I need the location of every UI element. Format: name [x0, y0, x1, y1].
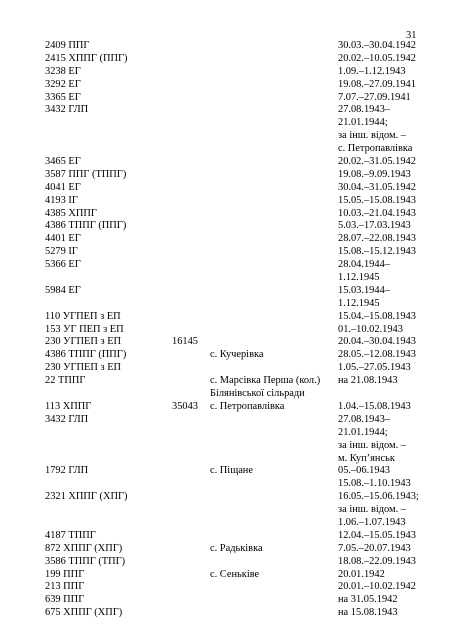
unit-cell: 153 УГ ПЕП з ЕП — [45, 323, 124, 335]
table-row — [0, 375, 453, 388]
dates-cell: 1.09.–1.12.1943 — [338, 65, 406, 77]
table-row — [0, 66, 453, 79]
dates-cell: 10.03.–21.04.1943 — [338, 207, 416, 219]
unit-cell: 3292 ЕГ — [45, 78, 81, 90]
table-row — [0, 117, 453, 130]
dates-cell: 16.05.–15.06.1943; — [338, 491, 419, 503]
dates-cell: 1.04.–15.08.1943 — [338, 400, 411, 412]
location-cell: с. Сеньківе — [210, 568, 260, 580]
table-row — [0, 401, 453, 414]
table-row — [0, 362, 453, 375]
dates-cell: 19.08.–27.09.1941 — [338, 78, 416, 90]
table-row — [0, 130, 453, 143]
table-row — [0, 156, 453, 169]
table-row — [0, 272, 453, 285]
unit-cell: 1792 ГЛП — [45, 465, 89, 477]
dates-cell: 5.03.–17.03.1943 — [338, 220, 411, 232]
dates-cell: 28.05.–12.08.1943 — [338, 349, 416, 361]
location-cell: Білянівської сільради — [210, 388, 305, 400]
unit-cell: 213 ППГ — [45, 581, 85, 593]
unit-cell: 4187 ТППГ — [45, 529, 96, 541]
dates-cell: 20.02.–10.05.1942 — [338, 52, 416, 64]
location-cell: с. Піщане — [210, 465, 253, 477]
dates-cell: на 15.08.1943 — [338, 607, 398, 619]
unit-cell: 3365 ЕГ — [45, 91, 81, 103]
unit-cell: 2321 ХППГ (ХПГ) — [45, 491, 128, 503]
unit-cell: 639 ППГ — [45, 594, 85, 606]
dates-cell: 7.05.–20.07.1943 — [338, 542, 411, 554]
table-row — [0, 427, 453, 440]
hospital-table — [0, 40, 453, 620]
unit-cell: 2409 ППГ — [45, 40, 90, 51]
dates-cell: 21.01.1944; — [338, 426, 388, 438]
dates-cell: 1.06.–1.07.1943 — [338, 516, 406, 528]
table-row — [0, 414, 453, 427]
dates-cell: за інш. відом. – — [338, 504, 407, 516]
dates-cell: 28.04.1944– — [338, 259, 390, 271]
unit-cell: 3587 ППГ (ТППГ) — [45, 168, 127, 180]
unit-cell: 199 ППГ — [45, 568, 85, 580]
table-row — [0, 453, 453, 466]
table-row — [0, 491, 453, 504]
table-row — [0, 336, 453, 349]
table-row — [0, 324, 453, 337]
dates-cell: 15.05.–15.08.1943 — [338, 194, 416, 206]
unit-cell: 675 ХППГ (ХПГ) — [45, 607, 123, 619]
dates-cell: м. Куп’янськ — [338, 452, 395, 464]
dates-cell: 30.03.–30.04.1942 — [338, 40, 416, 51]
dates-cell: 18.08.–22.09.1943 — [338, 555, 416, 567]
dates-cell: 28.07.–22.08.1943 — [338, 233, 416, 245]
table-row — [0, 104, 453, 117]
table-row — [0, 504, 453, 517]
table-row — [0, 298, 453, 311]
dates-cell: за інш. відом. – — [338, 439, 407, 451]
location-cell: с. Кучерівка — [210, 349, 264, 361]
dates-cell: 20.04.–30.04.1943 — [338, 336, 416, 348]
unit-cell: 4386 ТППГ (ППГ) — [45, 220, 127, 232]
dates-cell: 19.08.–9.09.1943 — [338, 168, 411, 180]
dates-cell: 1.05.–27.05.1943 — [338, 362, 411, 374]
unit-cell: 3465 ЕГ — [45, 156, 81, 168]
unit-cell: 4401 ЕГ — [45, 233, 81, 245]
unit-cell: 113 ХППГ — [45, 400, 92, 412]
table-row — [0, 543, 453, 556]
dates-cell: 20.02.–31.05.1942 — [338, 156, 416, 168]
page-number: 31 — [406, 30, 417, 41]
location-cell: с. Радьківка — [210, 542, 263, 554]
dates-cell: 7.07.–27.09.1941 — [338, 91, 411, 103]
table-row — [0, 53, 453, 66]
table-row — [0, 581, 453, 594]
table-row — [0, 607, 453, 620]
dates-cell: 12.04.–15.05.1943 — [338, 529, 416, 541]
dates-cell: 20.01.1942 — [338, 568, 385, 580]
unit-cell: 3586 ТППГ (ТПГ) — [45, 555, 126, 567]
table-row — [0, 40, 453, 53]
dates-cell: 15.08.–1.10.1943 — [338, 478, 411, 490]
unit-cell: 3432 ГЛП — [45, 413, 89, 425]
table-row — [0, 569, 453, 582]
dates-cell: 21.01.1944; — [338, 117, 388, 129]
table-row — [0, 143, 453, 156]
location-cell: с. Петропавлівка — [210, 400, 285, 412]
table-row — [0, 259, 453, 272]
location-cell: с. Марсівка Перша (кол.) — [210, 375, 321, 387]
table-row — [0, 349, 453, 362]
unit-cell: 5366 ЕГ — [45, 259, 81, 271]
dates-cell: 1.12.1945 — [338, 297, 380, 309]
dates-cell: с. Петропавлівка — [338, 143, 413, 155]
unit-cell: 4041 ЕГ — [45, 181, 81, 193]
unit-cell: 4386 ТППГ (ППГ) — [45, 349, 127, 361]
table-row — [0, 465, 453, 478]
dates-cell: 15.04.–15.08.1943 — [338, 310, 416, 322]
dates-cell: за інш. відом. – — [338, 130, 407, 142]
table-row — [0, 233, 453, 246]
dates-cell: 05.–06.1943 — [338, 465, 390, 477]
code-cell: 35043 — [172, 400, 198, 412]
table-row — [0, 195, 453, 208]
table-row — [0, 182, 453, 195]
code-cell: 16145 — [172, 336, 198, 348]
table-row — [0, 92, 453, 105]
table-row — [0, 556, 453, 569]
table-row — [0, 517, 453, 530]
table-row — [0, 208, 453, 221]
unit-cell: 872 ХППГ (ХПГ) — [45, 542, 123, 554]
unit-cell: 4193 ІГ — [45, 194, 78, 206]
unit-cell: 110 УГПЕП з ЕП — [45, 310, 121, 322]
unit-cell: 230 УГПЕП з ЕП — [45, 336, 122, 348]
table-row — [0, 169, 453, 182]
unit-cell: 3432 ГЛП — [45, 104, 89, 116]
dates-cell: 27.08.1943– — [338, 413, 390, 425]
unit-cell: 3238 ЕГ — [45, 65, 81, 77]
unit-cell: 5984 ЕГ — [45, 284, 81, 296]
dates-cell: 01.–10.02.1943 — [338, 323, 403, 335]
dates-cell: на 31.05.1942 — [338, 594, 398, 606]
unit-cell: 4385 ХППГ — [45, 207, 97, 219]
table-row — [0, 594, 453, 607]
dates-cell: 15.08.–15.12.1943 — [338, 246, 416, 258]
table-row — [0, 79, 453, 92]
dates-cell: 27.08.1943– — [338, 104, 390, 116]
table-row — [0, 530, 453, 543]
unit-cell: 230 УГПЕП з ЕП — [45, 362, 122, 374]
table-row — [0, 440, 453, 453]
table-row — [0, 478, 453, 491]
unit-cell: 5279 ІГ — [45, 246, 78, 258]
unit-cell: 2415 ХППГ (ППГ) — [45, 52, 128, 64]
table-row — [0, 388, 453, 401]
table-row — [0, 285, 453, 298]
dates-cell: 1.12.1945 — [338, 272, 380, 284]
dates-cell: на 21.08.1943 — [338, 375, 398, 387]
table-row — [0, 311, 453, 324]
dates-cell: 20.01.–10.02.1942 — [338, 581, 416, 593]
dates-cell: 15.03.1944– — [338, 284, 390, 296]
dates-cell: 30.04.–31.05.1942 — [338, 181, 416, 193]
table-row — [0, 220, 453, 233]
unit-cell: 22 ТППГ — [45, 375, 86, 387]
table-row — [0, 246, 453, 259]
